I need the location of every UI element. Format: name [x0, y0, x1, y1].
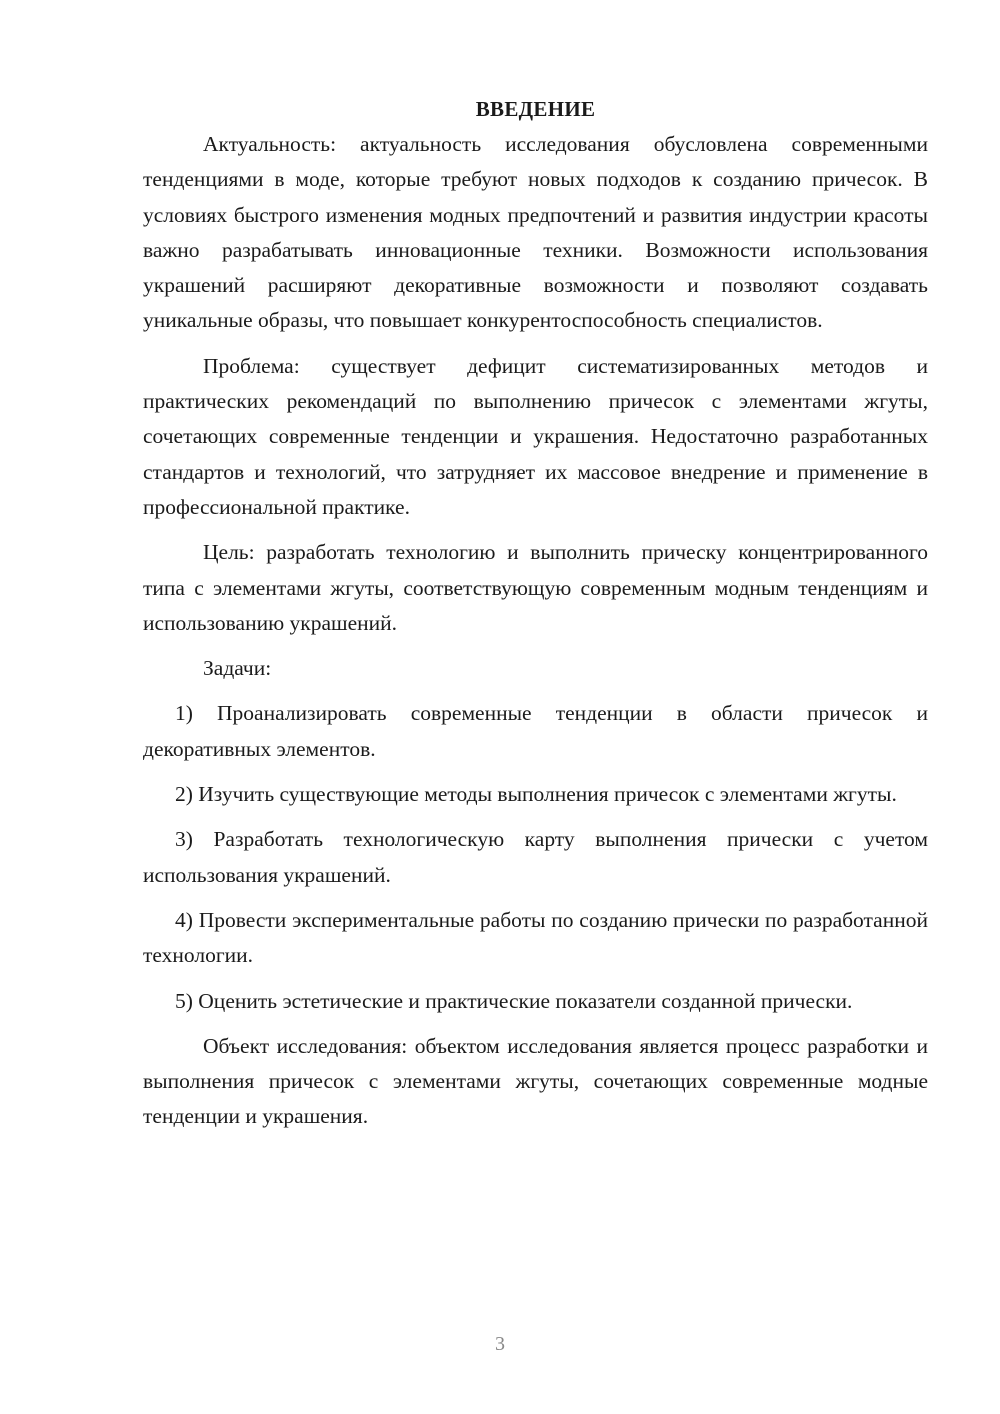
document-page — [143, 92, 928, 1135]
section-title: ВВЕДЕНИЕ — [475, 97, 596, 121]
task-item-4: 4) Провести экспериментальные работы по созданию прически по разработанной технологии. — [143, 907, 928, 968]
tasks-heading: Задачи: — [203, 656, 272, 681]
task-item-2: 2) Изучить существующие методы выполнения причесок с элементами жгуты. — [175, 782, 897, 807]
page-number: 3 — [495, 1333, 505, 1355]
task-item-5: 5) Оценить эстетические и практические показатели созданной прически. — [175, 988, 853, 1013]
task-item-3: 3) Разработать технологическую карту выполнения прически с учетом использования украшений. — [143, 827, 928, 887]
paragraph-relevance: Актуальность: актуальность исследования обусловлена современными тенденциями в моде, которые требуют новых подходов к созданию причесок. В условиях быстрого изменения модных предпочтений и развития индустрии красоты важно разрабатывать инновационные техники. Возможности использования украшений расширяют декоративные возможности и позволяют создавать уникальные образы, что повышает конкурентоспособность специалистов. — [143, 132, 928, 333]
task-item-1: 1) Проанализировать современные тенденции в области причесок и декоративных элементов. — [143, 701, 928, 761]
paragraph-goal: Цель: разработать технологию и выполнить прическу концентрированного типа с элементами жгуты, соответствующую современным модным тенденциям и использованию украшений. — [143, 540, 928, 635]
paragraph-problem: Проблема: существует дефицит систематизированных методов и практических рекомендаций по выполнению причесок с элементами жгуты, сочетающих современные тенденции и украшения. Недостаточно разработанных стандартов и технологий, что затрудняет их массовое внедрение и применение в профессиональной практике. — [143, 353, 928, 519]
paragraph-object: Объект исследования: объектом исследования является процесс разработки и выполнения причесок с элементами жгуты, сочетающих современные модные тенденции и украшения. — [143, 1033, 928, 1129]
